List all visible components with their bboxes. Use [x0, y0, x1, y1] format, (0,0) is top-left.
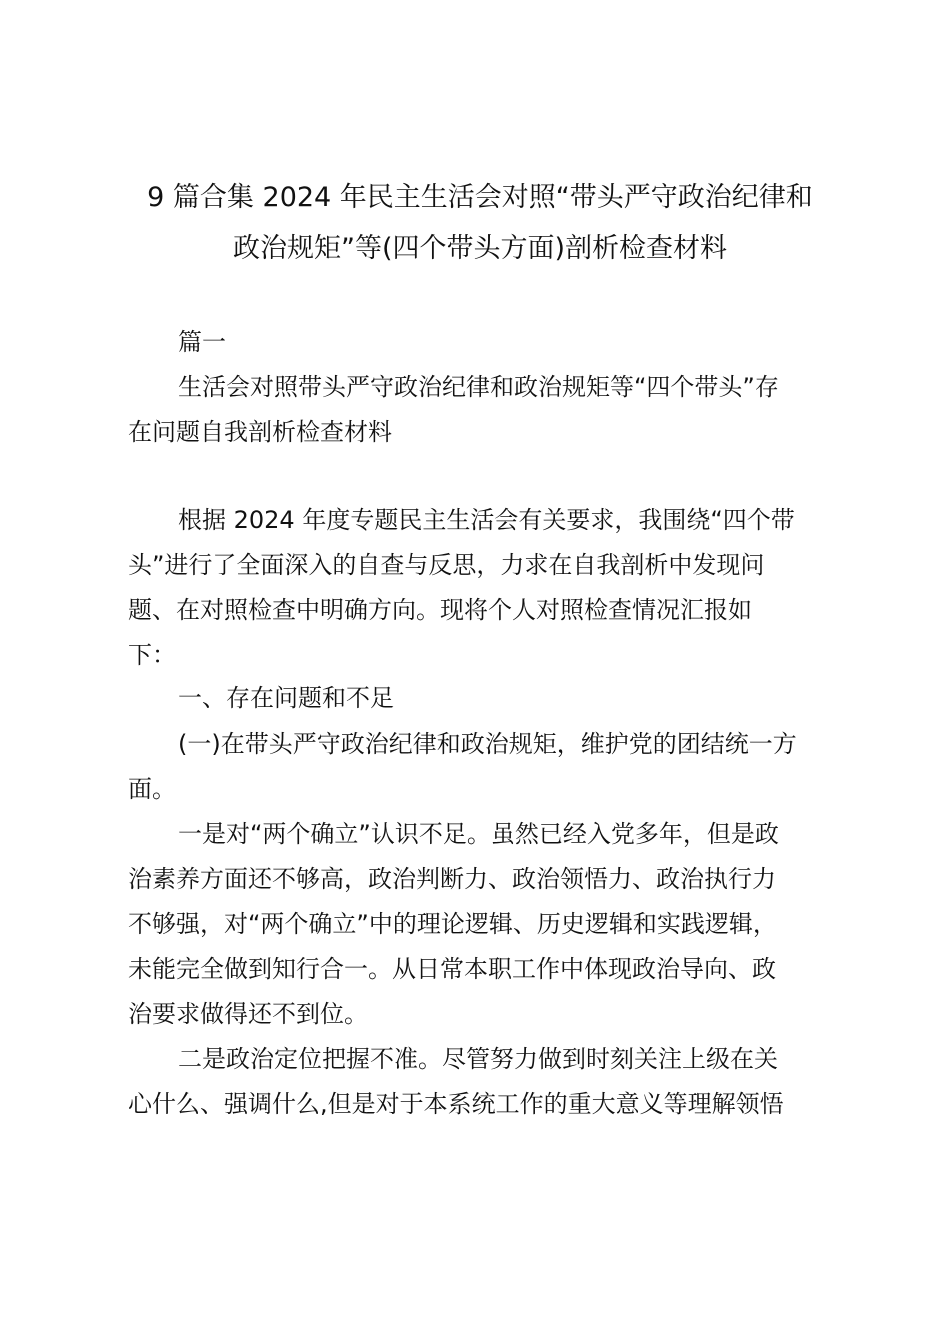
body-line: 下： — [128, 641, 176, 669]
subsection-heading-line-1: (一)在带头严守政治纪律和政治规矩，维护党的团结统一方 — [178, 730, 797, 758]
body-line: 根据 2024 年度专题民主生活会有关要求，我围绕“四个带 — [178, 506, 795, 534]
body-line: 二是政治定位把握不准。尽管努力做到时刻关注上级在关 — [178, 1045, 778, 1073]
body-line: 不够强，对“两个确立”中的理论逻辑、历史逻辑和实践逻辑， — [128, 910, 777, 938]
body-line: 心什么、强调什么,但是对于本系统工作的重大意义等理解领悟 — [128, 1090, 784, 1118]
body-line: 题、在对照检查中明确方向。现将个人对照检查情况汇报如 — [128, 596, 752, 624]
document-title-line-1: 9 篇合集 2024 年民主生活会对照“带头严守政治纪律和 — [147, 182, 813, 213]
section-heading: 一、存在问题和不足 — [178, 684, 394, 712]
body-line: 治要求做得还不到位。 — [128, 1000, 368, 1028]
body-line: 未能完全做到知行合一。从日常本职工作中体现政治导向、政 — [128, 955, 776, 983]
subtitle-line-2: 在问题自我剖析检查材料 — [128, 418, 392, 446]
subtitle-line-1: 生活会对照带头严守政治纪律和政治规矩等“四个带头”存 — [178, 373, 779, 401]
section-label: 篇一 — [178, 328, 226, 356]
body-line: 一是对“两个确立”认识不足。虽然已经入党多年，但是政 — [178, 820, 779, 848]
body-line: 头”进行了全面深入的自查与反思，力求在自我剖析中发现问 — [128, 551, 765, 579]
document-title-line-2: 政治规矩”等(四个带头方面)剖析检查材料 — [232, 233, 728, 264]
subsection-heading-line-2: 面。 — [128, 775, 176, 803]
body-line: 治素养方面还不够高，政治判断力、政治领悟力、政治执行力 — [128, 865, 776, 893]
